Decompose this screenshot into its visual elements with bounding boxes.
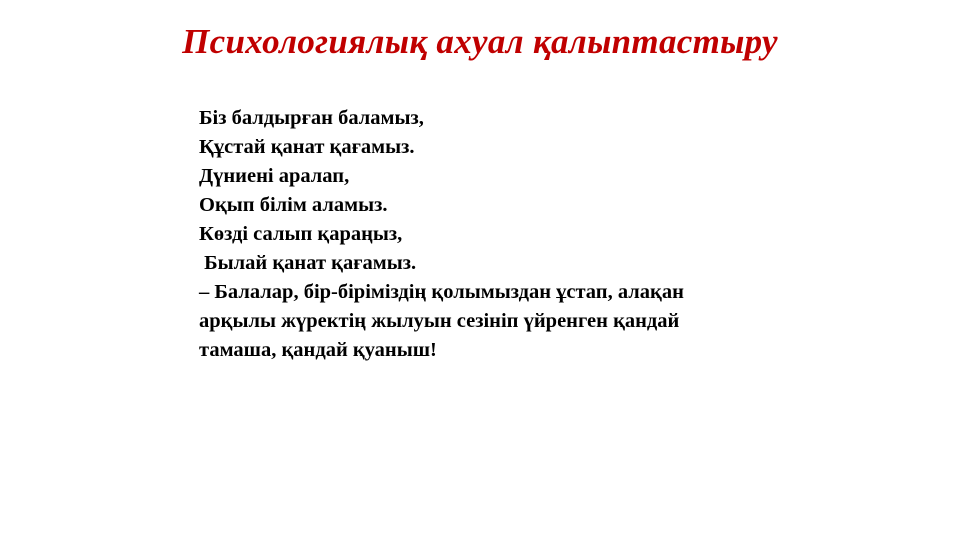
body-line: Былай қанат қағамыз. [199,252,417,274]
body-line: Дүниені аралап, [199,165,350,187]
body-line: Құстай қанат қағамыз. [199,136,415,158]
body-line: Біз балдырған баламыз, [199,107,424,129]
body-line: арқылы жүректің жылуын сезініп үйренген қандай [199,310,680,332]
body-line: – Балалар, бір-біріміздің қолымыздан ұстап, алақан [199,281,684,303]
page-title: Психологиялық ахуал қалыптастыру [182,22,778,61]
slide-body-text [199,104,859,365]
body-line: Оқып білім аламыз. [199,194,388,216]
body-line: Көзді салып қараңыз, [199,223,403,245]
body-line: тамаша, қандай қуаныш! [199,339,437,361]
